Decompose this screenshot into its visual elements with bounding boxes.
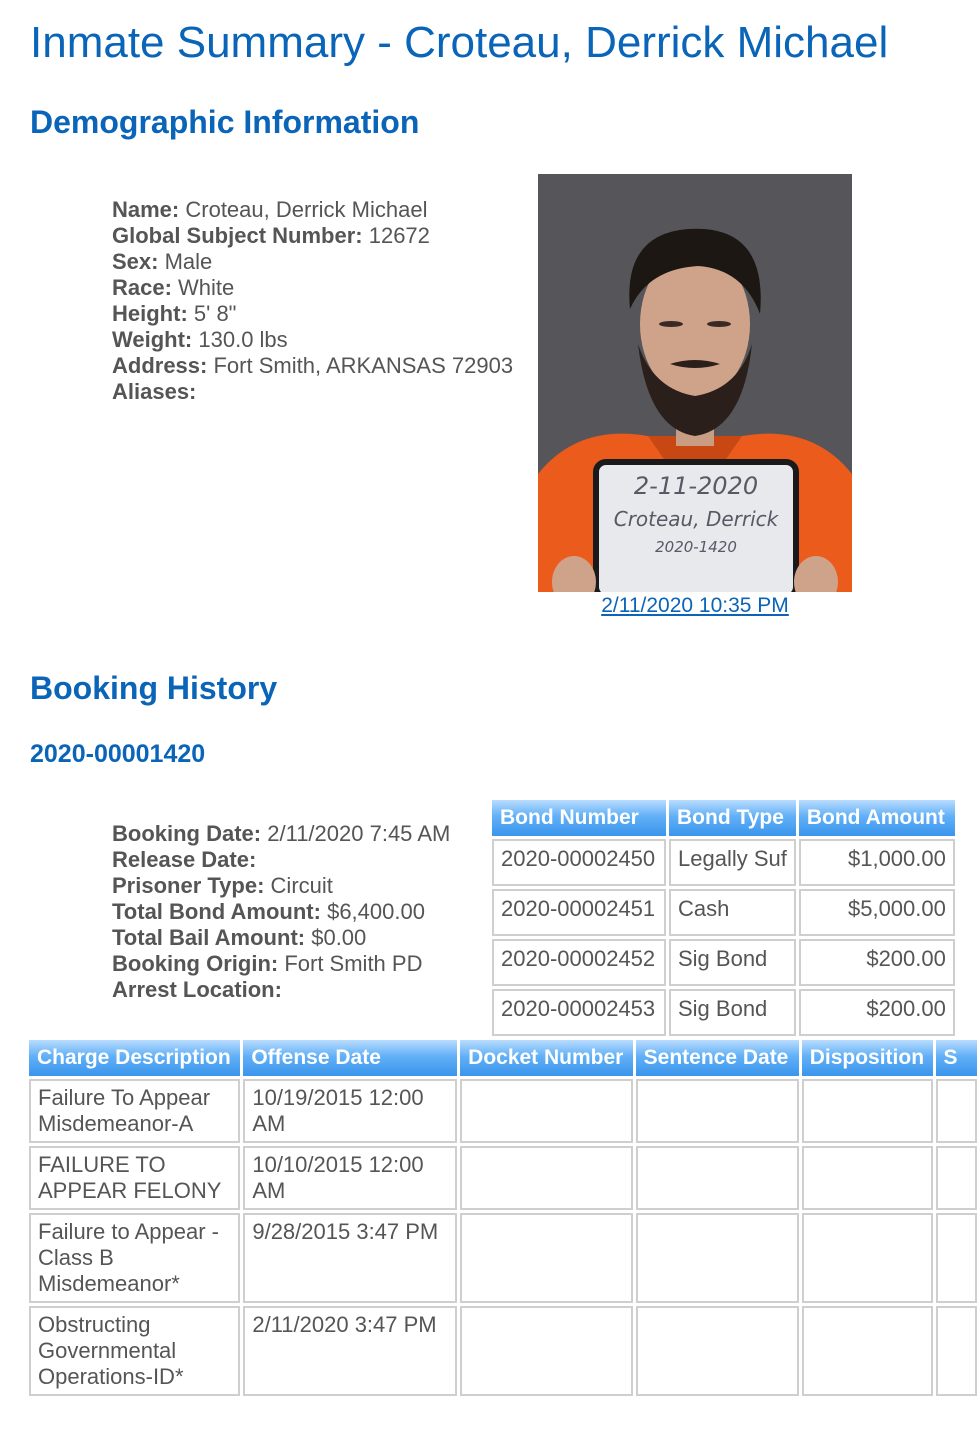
field-label: Booking Origin:	[112, 951, 279, 976]
mugshot-board-date: 2-11-2020	[633, 472, 759, 500]
mugshot-photo	[538, 174, 852, 592]
bond-amount-cell: $200.00	[799, 989, 955, 1036]
field-value: Fort Smith PD	[284, 951, 423, 976]
page-title: Inmate Summary - Croteau, Derrick Michael	[30, 18, 889, 67]
table-row	[492, 989, 955, 1036]
field-value: 130.0 lbs	[198, 327, 288, 352]
mugshot-container	[538, 174, 852, 618]
sentence-date-cell	[636, 1146, 799, 1210]
column-header: Offense Date	[243, 1040, 457, 1076]
field-value: Fort Smith, ARKANSAS 72903	[213, 353, 514, 378]
field-global-subject-number	[112, 223, 513, 249]
bond-table	[489, 797, 958, 1039]
field-label: Name:	[112, 197, 180, 222]
field-label: Aliases:	[112, 379, 197, 404]
field-prisoner-type	[112, 873, 450, 899]
extra-cell	[936, 1079, 977, 1143]
table-row	[492, 889, 955, 936]
field-race	[112, 275, 513, 301]
field-total-bail-amount	[112, 925, 450, 951]
table-row	[29, 1079, 977, 1143]
charge-description-cell: Failure to Appear - Class B Misdemeanor*	[29, 1213, 240, 1303]
bond-number-cell: 2020-00002453	[492, 989, 666, 1036]
field-weight	[112, 327, 513, 353]
charge-description-cell: Obstructing Governmental Operations-ID*	[29, 1306, 240, 1396]
field-label: Global Subject Number:	[112, 223, 363, 248]
field-release-date	[112, 847, 450, 873]
booking-history-heading: Booking History	[30, 670, 278, 706]
disposition-cell	[802, 1146, 933, 1210]
field-label: Total Bond Amount:	[112, 899, 321, 924]
field-label: Arrest Location:	[112, 977, 282, 1002]
charge-description-cell: FAILURE TO APPEAR FELONY	[29, 1146, 240, 1210]
column-header: Docket Number	[460, 1040, 632, 1076]
docket-number-cell	[460, 1213, 632, 1303]
bond-type-cell: Sig Bond	[669, 939, 796, 986]
field-label: Height:	[112, 301, 188, 326]
bond-table-header	[492, 800, 955, 836]
mugshot-board-name: Croteau, Derrick	[613, 507, 779, 531]
field-value: Croteau, Derrick Michael	[185, 197, 428, 222]
extra-cell	[936, 1213, 977, 1303]
field-label: Sex:	[112, 249, 159, 274]
demographic-fields	[112, 197, 513, 405]
field-sex	[112, 249, 513, 275]
field-value: Circuit	[270, 873, 333, 898]
bond-amount-cell: $5,000.00	[799, 889, 955, 936]
offense-date-cell: 9/28/2015 3:47 PM	[243, 1213, 457, 1303]
field-address	[112, 353, 513, 379]
docket-number-cell	[460, 1079, 632, 1143]
docket-number-cell	[460, 1146, 632, 1210]
bond-number-cell: 2020-00002451	[492, 889, 666, 936]
docket-number-cell	[460, 1306, 632, 1396]
field-name	[112, 197, 513, 223]
charge-table-header	[29, 1040, 977, 1076]
offense-date-cell: 2/11/2020 3:47 PM	[243, 1306, 457, 1396]
table-row	[492, 939, 955, 986]
table-row	[492, 839, 955, 886]
demographic-heading: Demographic Information	[30, 104, 420, 140]
bond-type-cell: Sig Bond	[669, 989, 796, 1036]
field-value: 12672	[368, 223, 430, 248]
sentence-date-cell	[636, 1213, 799, 1303]
booking-fields	[112, 821, 450, 1003]
charge-table	[26, 1037, 980, 1399]
offense-date-cell: 10/19/2015 12:00 AM	[243, 1079, 457, 1143]
field-label: Weight:	[112, 327, 193, 352]
field-label: Release Date:	[112, 847, 257, 872]
bond-type-cell: Cash	[669, 889, 796, 936]
disposition-cell	[802, 1306, 933, 1396]
bond-amount-cell: $1,000.00	[799, 839, 955, 886]
field-value: 5' 8"	[193, 301, 237, 326]
mugshot-board-number: 2020-1420	[655, 538, 737, 556]
field-value: $6,400.00	[327, 899, 425, 924]
field-arrest-location	[112, 977, 450, 1003]
photo-date-link[interactable]: 2/11/2020 10:35 PM	[601, 594, 789, 617]
table-row	[29, 1213, 977, 1303]
column-header: Bond Type	[669, 800, 796, 836]
bond-number-cell: 2020-00002450	[492, 839, 666, 886]
column-header: Bond Amount	[799, 800, 955, 836]
sentence-date-cell	[636, 1306, 799, 1396]
field-label: Booking Date:	[112, 821, 262, 846]
booking-number: 2020-00001420	[30, 740, 206, 768]
column-header: Disposition	[802, 1040, 933, 1076]
bond-amount-cell: $200.00	[799, 939, 955, 986]
field-aliases	[112, 379, 513, 405]
field-label: Prisoner Type:	[112, 873, 265, 898]
field-booking-origin	[112, 951, 450, 977]
extra-cell	[936, 1146, 977, 1210]
field-total-bond-amount	[112, 899, 450, 925]
bond-number-cell: 2020-00002452	[492, 939, 666, 986]
offense-date-cell: 10/10/2015 12:00 AM	[243, 1146, 457, 1210]
field-booking-date	[112, 821, 450, 847]
column-header: S	[936, 1040, 977, 1076]
field-value: Male	[164, 249, 213, 274]
field-height	[112, 301, 513, 327]
disposition-cell	[802, 1213, 933, 1303]
bond-type-cell: Legally Suf	[669, 839, 796, 886]
extra-cell	[936, 1306, 977, 1396]
column-header: Bond Number	[492, 800, 666, 836]
field-label: Race:	[112, 275, 172, 300]
disposition-cell	[802, 1079, 933, 1143]
column-header: Sentence Date	[636, 1040, 799, 1076]
field-value: White	[178, 275, 235, 300]
table-row	[29, 1306, 977, 1396]
field-value: $0.00	[311, 925, 367, 950]
column-header: Charge Description	[29, 1040, 240, 1076]
field-value: 2/11/2020 7:45 AM	[267, 821, 451, 846]
field-label: Total Bail Amount:	[112, 925, 306, 950]
sentence-date-cell	[636, 1079, 799, 1143]
table-row	[29, 1146, 977, 1210]
field-label: Address:	[112, 353, 208, 378]
charge-description-cell: Failure To Appear Misdemeanor-A	[29, 1079, 240, 1143]
